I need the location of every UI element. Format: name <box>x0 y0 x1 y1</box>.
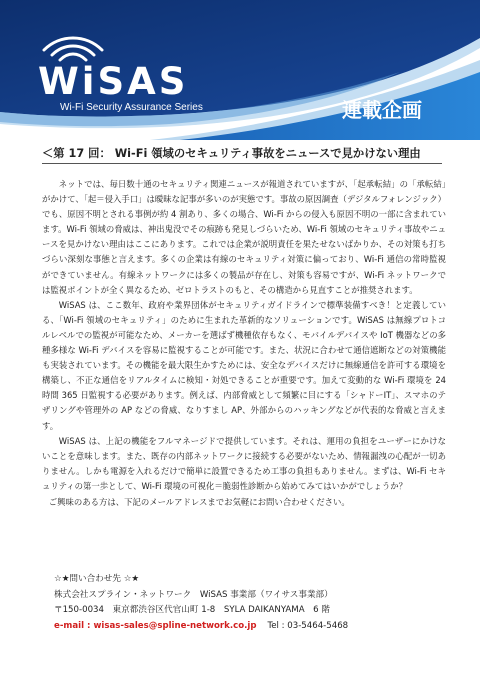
logo-text: WiSAS <box>38 60 189 103</box>
contact-block <box>54 572 454 634</box>
contact-heading: ☆★問い合わせ先 ☆★ <box>54 574 140 584</box>
closing-paragraph: ご興味のある方は、下記のメールアドレスまでお気軽にお問い合わせください。 <box>48 496 350 507</box>
contact-tel: Tel : 03-5464-5468 <box>267 620 349 631</box>
header-banner <box>0 0 480 140</box>
paragraph: WiSAS は、ここ数年、政府や業界団体がセキュリティガイドラインで標準装備すべき！と定義している、「Wi-Fi 領域のセキュリティ」のために生まれた革新的なソリューションです。WiSAS は無線プロトコルレベルでの監視が可能なため、メーカーを選ばず機種依存もなく、モバイルデバイスや IoT 機器などの多種多様な Wi-Fi デバイスを容易に監視することが可能です。また、状況に合わせて通信遮断などの対策機能も実装されています。その機能を最大限生かすためには、安全なデバイスだけに無線通信を許可する環境を構築し、不正な通信をリアルタイムに検知・対処できることが重要です。加えて変動的な Wi-Fi 環境を 24 時間 365 日監視する必要があります。例えば、内部脅威として頻繁に目にする「シャドーIT」、スマホのテザリングや管理外の AP などの脅威、なりすまし AP、外部からのハッキングなどが代表的な脅威と言えます。 <box>42 299 446 431</box>
paragraph: WiSAS は、上記の機能をフルマネージドで提供しています。それは、運用の負担をユーザーにかけないことを意味します。また、既存の内部ネットワークに接続する必要がないため、情報漏洩の心配が一切ありません。しかも電源を入れるだけで簡単に設置できるため工事の負担もありません。まずは、Wi-Fi セキュリティの第一歩として、Wi-Fi 環境の可視化＝脆弱性診断から始めてみてはいかがでしょうか？ <box>42 435 446 491</box>
contact-address: 〒150-0034 東京都渋谷区代官山町 1-8 SYLA DAIKANYAMA 6 階 <box>54 605 330 615</box>
article-title: ＜第 17 回： Wi-Fi 領域のセキュリティ事故をニュースで見かけない理由 <box>42 145 442 164</box>
article-body <box>42 177 446 510</box>
contact-email[interactable]: e-mail : wisas-sales@spline-network.co.jp <box>54 620 257 631</box>
series-label: 連載企画 <box>342 98 422 122</box>
paragraph: ネットでは、毎日数十通のセキュリティ関連ニュースが報道されていますが、「起承転結」の「承転結」がかけて、「起＝侵入手口」は曖昧な記事が多いのが実態です。事故の原因調査（デジタルフォレンジック）でも、原因不明とされる事例が約 4 割あり、多くの場合、Wi-Fi からの侵入も原因不明の一部に含まれています。Wi-Fi 領域の脅威は、神出鬼没でその痕跡も発見しづらいため、Wi-Fi 領域のセキュリティ事故やニュースを見かけない理由はここにあります。これでは企業が説明責任を果たせないばかりか、その対策も打ちづらい深刻な事態と言えます。多くの企業は有線のセキュリティ対策に偏っており、Wi-Fi 通信の常時監視ができていません。有線ネットワークには多くの製品が存在し、対策も容易ですが、Wi-Fi ネットワークでは監視ポイントが全く異なるため、ゼロトラストのもと、その構造から見直すことが推奨されます。 <box>42 179 446 295</box>
wifi-icon <box>38 30 108 64</box>
logo-subtitle: Wi-Fi Security Assurance Series <box>60 102 203 113</box>
contact-email-line <box>54 619 454 635</box>
contact-company: 株式会社スプライン・ネットワーク WiSAS 事業部（ワイサス事業部） <box>54 589 333 600</box>
